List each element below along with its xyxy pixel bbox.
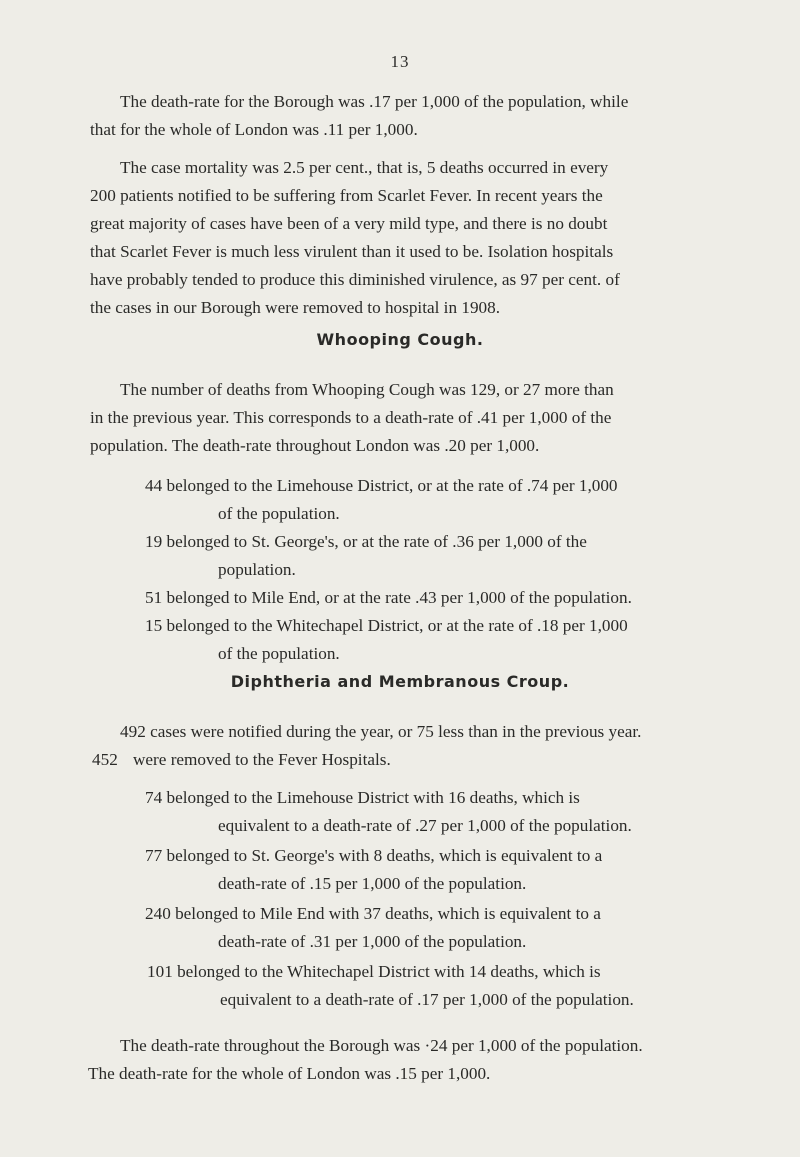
text-line: population. The death-rate throughout London was .20 per 1,000. xyxy=(90,436,540,455)
item-text: 74 belonged to the Limehouse District with 16 deaths, which is xyxy=(145,788,580,807)
text-line: The number of deaths from Whooping Cough was 129, or 27 more than xyxy=(120,380,614,399)
item-text: 77 belonged to St. George's with 8 deaths, which is equivalent to a xyxy=(145,846,603,865)
page-number: 13 xyxy=(390,52,410,71)
text-line: in the previous year. This corresponds to a death-rate of .41 per 1,000 of the xyxy=(90,408,612,427)
scarlet-fever-death-rate-paragraph xyxy=(90,88,740,144)
item-text: 44 belonged to the Limehouse District, or at the rate of .74 per 1,000 xyxy=(145,476,618,495)
text-line: 492 cases were notified during the year, or 75 less than in the previous year. xyxy=(120,722,642,741)
whooping-cough-heading: Whooping Cough. xyxy=(316,330,484,349)
diphtheria-whitechapel-item xyxy=(147,958,747,1014)
item-text: 101 belonged to the Whitechapel District with 14 deaths, which is xyxy=(147,962,601,981)
item-text: 15 belonged to the Whitechapel District, or at the rate of .18 per 1,000 xyxy=(145,616,628,635)
text-line: have probably tended to produce this diminished virulence, as 97 per cent. of xyxy=(90,270,620,289)
text-line: that for the whole of London was .11 per 1,000. xyxy=(90,120,418,139)
whooping-cough-intro-paragraph xyxy=(90,376,740,460)
whooping-cough-whitechapel-item xyxy=(145,612,745,668)
diphtheria-limehouse-item xyxy=(145,784,745,840)
diphtheria-closing-paragraph xyxy=(88,1032,740,1088)
item-text-continued: equivalent to a death-rate of .17 per 1,000 of the population. xyxy=(220,990,634,1009)
item-text-continued: of the population. xyxy=(218,644,340,663)
text-line: the cases in our Borough were removed to hospital in 1908. xyxy=(90,298,501,317)
scarlet-fever-mortality-paragraph xyxy=(90,154,740,322)
text-line: The death-rate throughout the Borough was ·24 per 1,000 of the population. xyxy=(120,1036,643,1055)
text-line: great majority of cases have been of a very mild type, and there is no doubt xyxy=(90,214,608,233)
item-text-continued: population. xyxy=(218,560,296,579)
text-line: that Scarlet Fever is much less virulent than it used to be. Isolation hospitals xyxy=(90,242,614,261)
text-line: The case mortality was 2.5 per cent., that is, 5 deaths occurred in every xyxy=(120,158,609,177)
diphtheria-heading: Diphtheria and Membranous Croup. xyxy=(230,672,570,691)
removed-count: 452 xyxy=(92,750,118,769)
item-text-continued: of the population. xyxy=(218,504,340,523)
text-line: The death-rate for the whole of London was .15 per 1,000. xyxy=(88,1064,491,1083)
text-line: 200 patients notified to be suffering from Scarlet Fever. In recent years the xyxy=(90,186,603,205)
item-text: 19 belonged to St. George's, or at the rate of .36 per 1,000 of the xyxy=(145,532,587,551)
diphtheria-st-georges-item xyxy=(145,842,745,898)
whooping-cough-limehouse-item xyxy=(145,472,745,528)
item-text-continued: equivalent to a death-rate of .27 per 1,000 of the population. xyxy=(218,816,632,835)
item-text: 240 belonged to Mile End with 37 deaths, which is equivalent to a xyxy=(145,904,601,923)
item-text: 51 belonged to Mile End, or at the rate .43 per 1,000 of the population. xyxy=(145,588,632,607)
diphtheria-intro-continued xyxy=(133,746,753,774)
diphtheria-mile-end-item xyxy=(145,900,745,956)
diphtheria-intro-paragraph xyxy=(120,718,740,746)
text-line: were removed to the Fever Hospitals. xyxy=(133,750,391,769)
whooping-cough-mile-end-item xyxy=(145,584,745,612)
item-text-continued: death-rate of .15 per 1,000 of the population. xyxy=(218,874,527,893)
whooping-cough-st-georges-item xyxy=(145,528,745,584)
item-text-continued: death-rate of .31 per 1,000 of the population. xyxy=(218,932,527,951)
text-line: The death-rate for the Borough was .17 per 1,000 of the population, while xyxy=(120,92,629,111)
